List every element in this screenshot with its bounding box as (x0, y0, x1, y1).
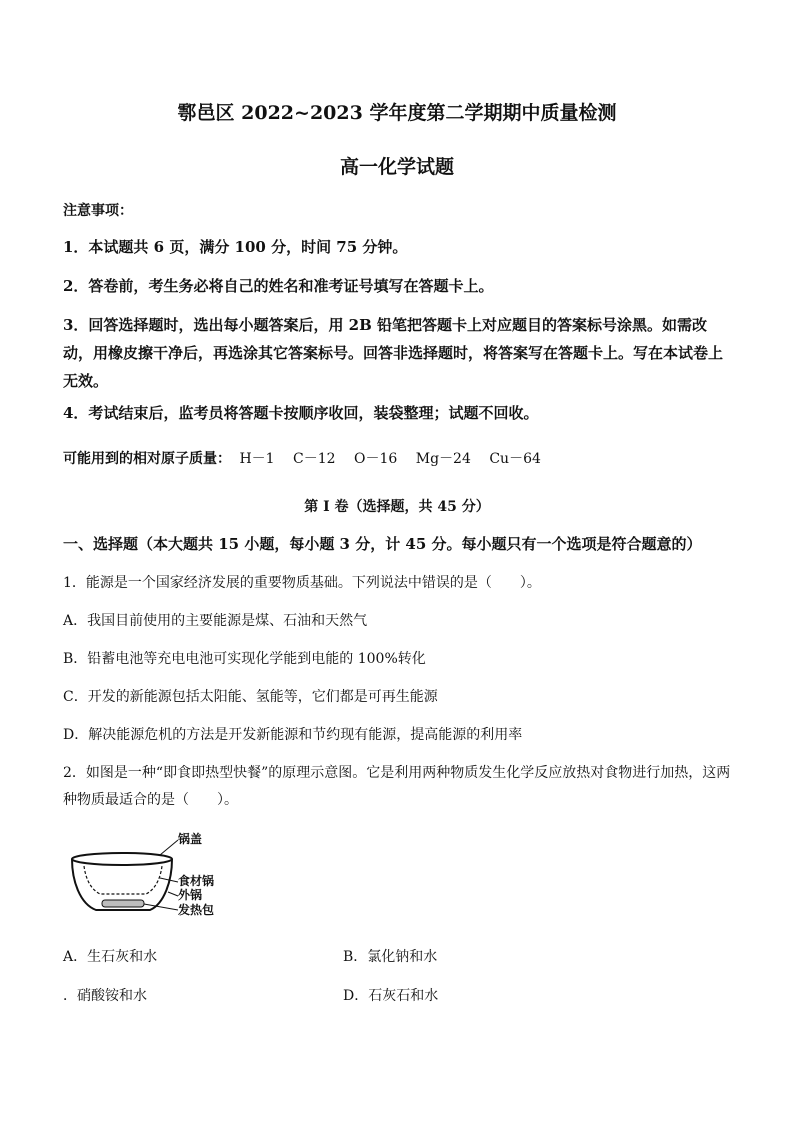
notice-item-3: 3．回答选择题时，选出每小题答案后，用 2B 铅笔把答题卡上对应题目的答案标号涂黑。如需改动，用橡皮擦干净后，再选涂其它答案标号。回答非选择题时，将答案写在答题卡上。写在本试卷上无效。 (63, 316, 724, 390)
lid-shape (72, 853, 172, 865)
instant-meal-diagram (64, 826, 234, 926)
question-2-stem: 2．如图是一种“即食即热型快餐”的原理示意图。它是利用两种物质发生化学反应放热对食物进行加热，这两种物质最适合的是（ ）。 (63, 765, 731, 808)
question-1-stem: 1．能源是一个国家经济发展的重要物质基础。下列说法中错误的是（ ）。 (63, 575, 541, 591)
notice-item-1: 1．本试题共 6 页，满分 100 分，时间 75 分钟。 (63, 238, 408, 256)
atomic-mass-c: C－12 (293, 451, 336, 467)
food-pot-shape (84, 866, 162, 894)
exam-title: 鄠邑区 2022~2023 学年度第二学期期中质量检测 (177, 102, 617, 124)
atomic-mass-label: 可能用到的相对原子质量： (63, 451, 231, 467)
atomic-mass-mg: Mg－24 (415, 451, 471, 467)
question-1-option-a: A．我国目前使用的主要能源是煤、石油和天然气 (63, 613, 368, 629)
notice-item-2: 2．答卷前，考生务必将自己的姓名和准考证号填写在答题卡上。 (63, 277, 494, 295)
label-heating-pack: 发热包 (178, 903, 215, 917)
heating-pack-shape (102, 900, 144, 907)
question-2-option-c: ．硝酸铵和水 (63, 988, 147, 1004)
atomic-mass-cu: Cu－64 (489, 451, 541, 467)
leader-lid (160, 840, 178, 855)
notice-item-4: 4．考试结束后，监考员将答题卡按顺序收回，装袋整理；试题不回收。 (63, 404, 539, 422)
question-1-option-d: D．解决能源危机的方法是开发新能源和节约现有能源，提高能源的利用率 (63, 727, 523, 743)
part-heading: 一、选择题（本大题共 15 小题，每小题 3 分，计 45 分。每小题只有一个选项是符合题意的） (63, 535, 702, 553)
atomic-mass-line (63, 448, 555, 468)
exam-subtitle: 高一化学试题 (339, 156, 454, 178)
label-lid: 锅盖 (178, 832, 203, 846)
label-food-pot: 食材锅 (178, 874, 215, 888)
question-2-option-a: A．生石灰和水 (63, 949, 158, 965)
question-2-option-d: D．石灰石和水 (343, 988, 439, 1004)
question-1-option-c: C．开发的新能源包括太阳能、氢能等，它们都是可再生能源 (63, 689, 438, 705)
atomic-mass-o: O－16 (354, 451, 398, 467)
section-title: 第 I 卷（选择题，共 45 分） (304, 499, 490, 515)
question-2-option-b: B．氯化钠和水 (343, 949, 438, 965)
question-1-option-b: B．铅蓄电池等充电电池可实现化学能到电能的 100%转化 (63, 651, 426, 667)
leader-outer-pot (168, 892, 178, 896)
label-outer-pot: 外锅 (178, 888, 203, 902)
notice-heading: 注意事项： (63, 203, 133, 219)
atomic-mass-h: H－1 (239, 451, 275, 467)
